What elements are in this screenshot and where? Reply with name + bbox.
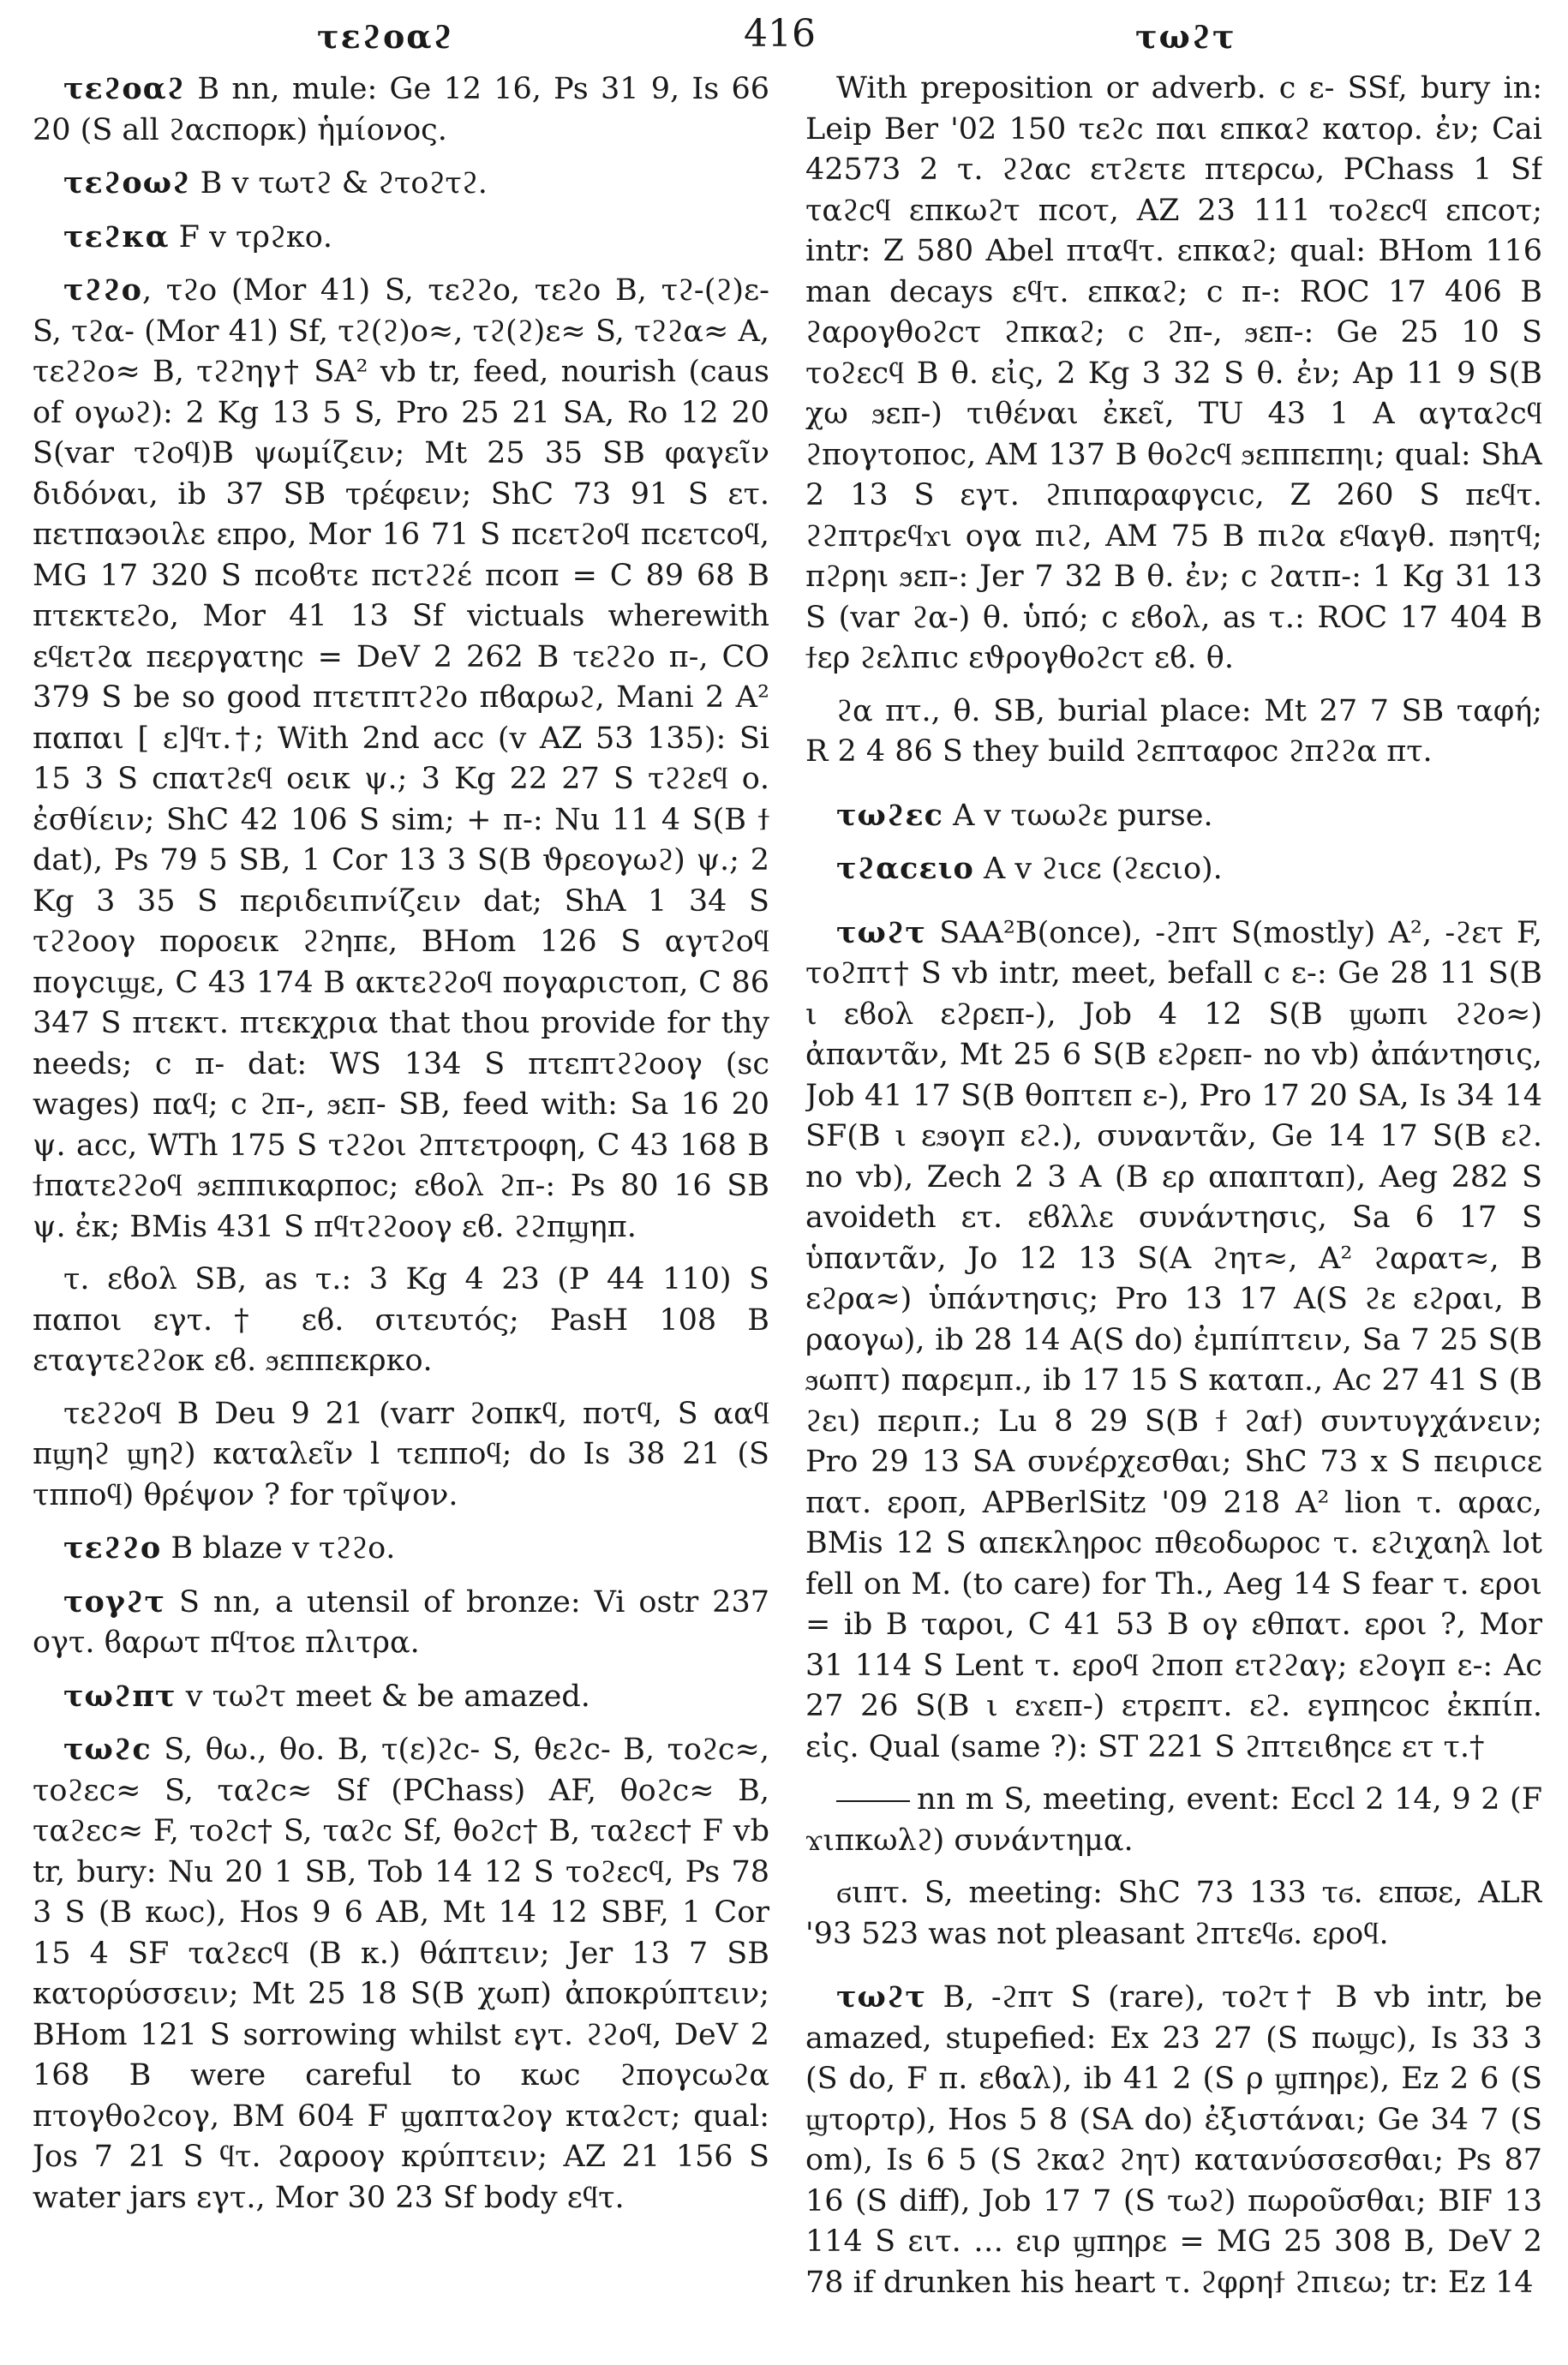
entry-tomec — [805, 795, 1542, 837]
page-number: 416 — [744, 12, 816, 56]
entry-temka — [33, 217, 769, 259]
left-column — [33, 69, 769, 2348]
entry-text: A v τωωϩε purse. — [943, 798, 1213, 833]
running-head-left: τεϩοαϩ — [317, 17, 454, 56]
headword: τωϩτ — [836, 914, 926, 950]
entry-tomc — [33, 1729, 769, 2218]
entry-text: τ. εϐολ SB, as τ.: 3 Kg 4 23 (P 44 110) S παποι εγτ.† εϐ. σιτευτός; PasH 108 B εταγτεϩϩοκ εϐ. ϧεππεκρκο. — [33, 1262, 769, 1378]
headword: τωϩτ — [836, 1979, 926, 2015]
entry-tmaceio — [805, 848, 1542, 890]
entry-tmmo — [33, 270, 769, 1248]
entry-text: S nn, a utensil of bronze: Vi ostr 237 ογτ. ϐαρωτ πϥτοε πλιτρα. — [33, 1584, 769, 1660]
entry-text: v τωϩτ meet & be amazed. — [176, 1679, 590, 1714]
entry-tommnt — [33, 1676, 769, 1718]
entry-temoam — [33, 69, 769, 151]
entry-text: τεϩϩοϥ B Deu 9 21 (varr ϩοπκϥ, ποτϥ, S ααϥ πϣηϩ ϣηϩ) καταλεῖν l τεπποϥ; do Is 38 21 (S τπποϥ) θρέψον ? for τρῖψον. — [33, 1396, 769, 1512]
entry-text: B v τωτϩ & ϩτοϩτϩ. — [190, 166, 488, 201]
entry-text: B blaze v τϩϩο. — [161, 1531, 396, 1566]
entry-text: ϩα πτ., θ. SB, burial place: Mt 27 7 SB ταφή; R 2 4 86 S they build ϩεπταφοc ϩπϩϩα πτ. — [805, 693, 1542, 769]
entry-text: F v τρϩκο. — [169, 219, 332, 254]
headword: τεϩοαϩ — [63, 71, 186, 106]
headword: τεϩϩο — [63, 1530, 162, 1566]
entry-toumt — [33, 1582, 769, 1664]
entry-text: A v ϩιcε (ϩεcιο). — [973, 852, 1223, 886]
right-column — [805, 69, 1542, 2348]
entry-text: S, θω., θο. B, τ(ε)ϩc- S, θεϩc- B, τοϩc≈, τοϩεc≈ S, ταϩc≈ Sf (PChass) AF, θοϩc≈ B, ταϩεc≈ F, τοϩc† S, ταϩc Sf, θοϩc† B, ταϩεc† F vb tr, bury: Nu 20 1 SB, Tob 14 12 S τοϩεcϥ, Ps 78 3 S (B κωc), Hos 9 6 AB, Mt 14 12 SBF, 1 Cor 15 4 SF ταϩεcϥ (B κ.) θάπτειν; Jer 13 7 SB κατορύσσειν; Mt 25 18 S(B χωπ) ἀποκρύπτειν; BHom 121 S sorrowing whilst εγτ. ϩϩοϥ, DeV 2 168 B were careful to κωc ϩπογcωϩα πτογθοϩcογ, BM 604 F ϣαπταϩογ κταϩcτ; qual: Jos 7 21 S ϥτ. ϩαροογ κρύπτειν; AZ 21 156 S water jars εγτ., Mor 30 23 Sf body εϥτ. — [33, 1733, 769, 2215]
entry-tomt-meet — [805, 913, 1542, 1769]
dash-rule — [836, 1800, 910, 1802]
headword: τογϩτ — [63, 1584, 166, 1620]
entry-text: B, -ϩπτ S (rare), τοϩτ† B vb intr, be amazed, stupefied: Ex 23 27 (S πωϣc), Is 33 3 (S do, F π. εϐαλ), ib 41 2 (S ρ ϣπηρε), Ez 2 6 (S ϣτορτρ), Hos 5 8 (SA do) ἐξιστάναι; Ge 34 7 (S om), Is 6 5 (S ϩκαϩ ϩητ) κατανύσσεσθαι; Ps 87 16 (S diff), Job 17 7 (S τωϩ) πωροῦσθαι; BIF 13 114 S ειτ. … ειρ ϣπηρε = MG 25 308 B, DeV 2 78 if drunken his heart τ. ϩφρηϯ ϩπιεω; tr: Ez 14 — [805, 1980, 1542, 2300]
headword: τεϩοωϩ — [63, 165, 191, 201]
entry-text: B nn, mule: Ge 12 16, Ps 31 9, Is 66 20 (S all ϩαϲπορκ) ἡμίονος. — [33, 72, 769, 147]
entry-text: SAA²B(once), -ϩπτ S(mostly) A², -ϩετ F, τοϩπτ† S vb intr, meet, befall c ε-: Ge 28 11 S(B ι εϐολ εϩρεπ-), Job 4 12 S(B ϣωπι ϩϩο≈) ἀπαντᾶν, Mt 25 6 S(B εϩρεπ- no vb) ἀπάντησις, Job 41 17 S(B θοπτεπ ε-), Pro 17 20 SA, Is 34 14 SF(B ι εϧογπ εϩ.), συναντᾶν, Ge 14 17 S(B εϩ. no vb), Zech 2 3 A (B ερ απαπταπ), Aeg 282 S avoideth ετ. εϐλλε συνάντησις, Sa 6 17 S ὑπαντᾶν, Jo 12 13 S(A ϩητ≈, A² ϩαρατ≈, B εϩρα≈) ὑπάντησις; Pro 13 17 A(S ϩε εϩραι, B ραογω), ib 28 14 A(S do) ἐμπίπτειν, Sa 7 25 S(B ϧωπτ) παρεμπ., ib 17 15 S καταπ., Ac 27 41 S (B ϩει) περιπ.; Lu 8 29 S(B ϯ ϩαϯ) συντυγχάνειν; Pro 29 13 SA συνέρχεσθαι; ShC 73 x S πειριcε πατ. εροπ, APBerlSitz '09 218 A² lion τ. αραc, BMis 12 S απεκληροc πθεοδωροc τ. εϩιχαηλ lot fell on M. (to care) for Th., Aeg 14 S fear τ. εροι = ib B ταροι, C 41 53 B ογ εθπατ. εροι ?, Mor 31 114 S Lent τ. εροϥ ϩποπ ετϩϩαγ; εϩογπ ε-: Ac 27 26 S(B ι εϫεπ-) ετρεπτ. εϩ. εγπηcοc ἐκπίπ. εἰς. Qual (same ?): ST 221 S ϩπτειϐηcε ετ τ.† — [805, 915, 1542, 1764]
headword: τϩαcειο — [836, 851, 974, 886]
entry-text: ϭιπτ. S, meeting: ShC 73 133 τϭ. επϖε, ALR '93 523 was not pleasant ϩπτεϥϭ. εροϥ. — [805, 1876, 1542, 1951]
running-head — [0, 12, 1568, 63]
headword: τωϩc — [63, 1732, 152, 1767]
entry-subsection — [33, 1260, 769, 1382]
entry-subsection — [33, 1394, 769, 1517]
entry-subsection — [805, 1873, 1542, 1955]
running-head-right: τωϩτ — [1135, 17, 1236, 56]
headword: τωϩπτ — [63, 1678, 177, 1714]
entry-subsection — [805, 69, 1542, 680]
headword: τεϩκα — [63, 219, 170, 254]
entry-subsection — [805, 692, 1542, 773]
entry-subsection — [805, 1780, 1542, 1861]
headword: τϩϩο — [63, 272, 142, 308]
headword: τωϩεc — [836, 797, 943, 833]
entry-text: nn m S, meeting, event: Eccl 2 14, 9 2 (F ϫιπκωλϩ) συνάντημα. — [805, 1782, 1542, 1858]
entry-text: , τϩο (Mor 41) S, τεϩϩο, τεϩο B, τϩ-(ϩ)ε- S, τϩα- (Mor 41) Sf, τϩ(ϩ)ο≈, τϩ(ϩ)ε≈ S, τϩϩα≈ A, τεϩϩο≈ B, τϩϩηγ† SA² vb tr, feed, nourish (caus of ογωϩ): 2 Kg 13 5 S, Pro 25 21 SA, Ro 12 20 S(var τϩοϥ)B ψωμίζειν; Mt 25 35 SB φαγεῖν διδόναι, ib 37 SB τρέφειν; ShC 73 91 S ετ. πετπα϶οιλε επρο, Mor 16 71 S πcετϩοϥ πcετcοϥ, MG 17 320 S πcοϐτε πcτϩϩέ πcοπ = C 89 68 B πτεκτεϩο, Mor 41 13 Sf victuals wherewith εϥετϩα πεεργατηc = DeV 2 262 B τεϩϩο π-, CO 379 S be so good πτετπτϩϩο πϐαρωϩ, Mani 2 A² παπαι [ ε]ϥτ.†; With 2nd acc (v AZ 53 135): Si 15 3 S cπατϩεϥ οεικ ψ.; 3 Kg 22 27 S τϩϩεϥ ο. ἐσθίειν; ShC 42 106 S sim; + π-: Nu 11 4 S(B ϯ dat), Ps 79 5 SB, 1 Cor 13 3 S(B ϑρεογωϩ) ψ.; 2 Kg 3 35 S περιδειπνίζειν dat; ShA 1 34 S τϩϩοογ ποροεικ ϩϩηπε, BHom 126 S αγτϩοϥ πογcιϣε, C 43 174 B ακτεϩϩοϥ πογαριcτοπ, C 86 347 S πτεκτ. πτεκχρια that thou provide for thy needs; c π- dat: WS 134 S πτεπτϩϩοογ (sc wages) παϥ; c ϩπ-, ϧεπ- SB, feed with: Sa 16 20 ψ. acc, WTh 175 S τϩϩοι ϩπτετροφη, C 43 168 B ϯπατεϩϩοϥ ϧεππικαρποc; εϐολ ϩπ-: Ps 80 16 SB ψ. ἐκ; BMis 431 S πϥτϩϩοογ εϐ. ϩϩπϣηπ. — [33, 273, 769, 1244]
entry-text: With preposition or adverb. c ε- SSf, bury in: Leip Ber '02 150 τεϩc παι επκαϩ κατορ. ἐν; Cai 42573 2 τ. ϩϩαc ετϩετε πτερcω, PChass 1 Sf ταϩcϥ επκωϩτ πcοτ, AZ 23 111 τοϩεcϥ επcοτ; intr: Z 580 Abel πταϥτ. επκαϩ; qual: BHom 116 man decays εϥτ. επκαϩ; c π-: ROC 17 406 B ϩαρογθοϩcτ ϩπκαϩ; c ϩπ-, ϧεπ-: Ge 25 10 S τοϩεcϥ B θ. εἰς, 2 Kg 3 32 S θ. ἐν; Ap 11 9 S(B χω ϧεπ-) τιθέναι ἐκεῖ, TU 43 1 A αγταϩcϥ ϩπογτοποc, AM 137 B θοϩcϥ ϧεππεπηι; qual: ShA 2 13 S εγτ. ϩπιπαραφγcιc, Z 260 S πεϥτ. ϩϩπτρεϥϫι ογα πιϩ, AM 75 B πιϩα εϥαγθ. πϧητϥ; πϩρηι ϧεπ-: Jer 7 32 B θ. ἐν; c ϩατπ-: 1 Kg 31 13 S (var ϩα-) θ. ὑπό; c εϐολ, as τ.: ROC 17 404 B ϯερ ϩελπιc εϑρογθοϩcτ εϐ. θ. — [805, 71, 1542, 675]
entry-tomt-amazed — [805, 1977, 1542, 2303]
entry-temoom — [33, 163, 769, 205]
entry-temmo — [33, 1528, 769, 1570]
